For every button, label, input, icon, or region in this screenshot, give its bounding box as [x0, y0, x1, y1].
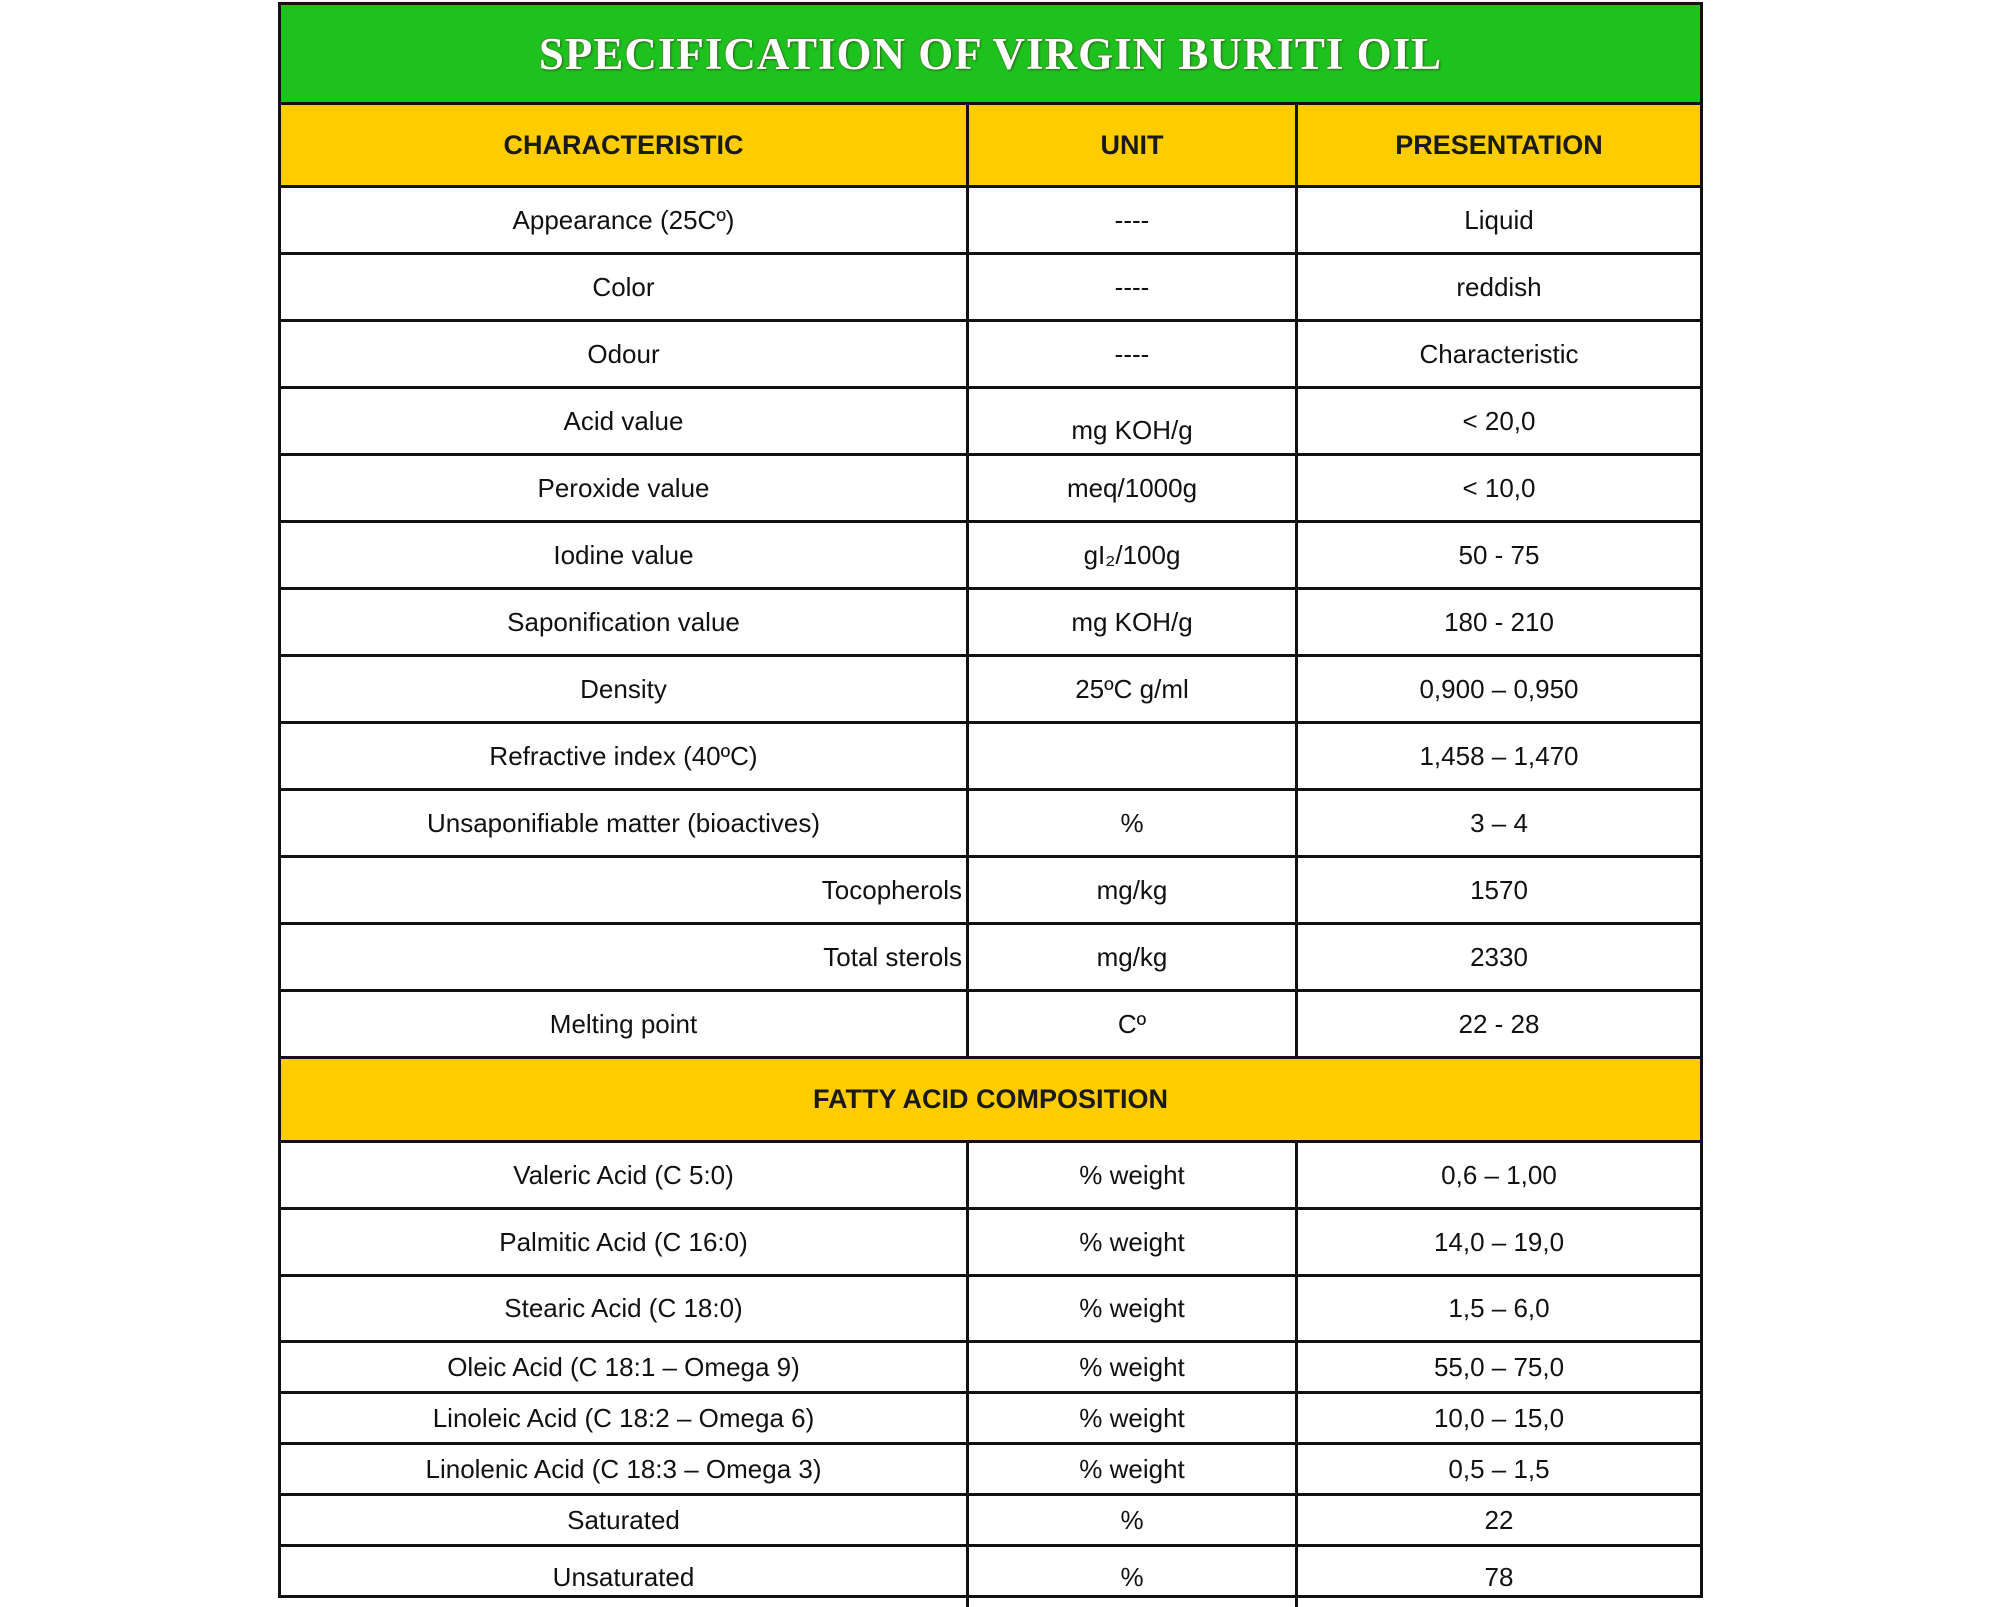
unit-cell: % weight: [969, 1445, 1298, 1493]
presentation-cell: Characteristic: [1419, 338, 1579, 369]
header-presentation: PRESENTATION: [1395, 129, 1603, 160]
spec-row: [281, 724, 1700, 791]
presentation-cell: 1,5 – 6,0: [1448, 1293, 1550, 1323]
presentation-cell: < 10,0: [1462, 472, 1536, 503]
unit-cell: % weight: [969, 1343, 1298, 1391]
unit-cell: meq/1000g: [969, 456, 1298, 520]
spec-row: [281, 992, 1700, 1059]
header-unit: UNIT: [969, 105, 1298, 185]
characteristic-cell: Appearance (25Cº): [281, 188, 969, 252]
unit-cell: % weight: [969, 1143, 1298, 1207]
column-header-row: [281, 105, 1700, 188]
characteristic-cell: Palmitic Acid (C 16:0): [281, 1210, 969, 1274]
presentation-cell: 0,5 – 1,5: [1448, 1453, 1550, 1484]
fatty-acid-row: [281, 1210, 1700, 1277]
presentation-cell: 22 - 28: [1458, 1008, 1540, 1039]
presentation-cell: 10,0 – 15,0: [1433, 1402, 1565, 1433]
characteristic-cell: Stearic Acid (C 18:0): [281, 1277, 969, 1340]
presentation-cell: 3 – 4: [1470, 807, 1528, 838]
spec-row: [281, 188, 1700, 255]
fatty-acid-row: [281, 1394, 1700, 1445]
title-banner: [281, 5, 1700, 105]
unit-cell: % weight: [969, 1210, 1298, 1274]
unit-cell: mg KOH/g: [969, 590, 1298, 654]
unit-cell: %: [969, 791, 1298, 855]
presentation-cell: 0,900 – 0,950: [1419, 673, 1579, 704]
presentation-cell: 50 - 75: [1458, 539, 1540, 570]
characteristic-cell: Density: [281, 657, 969, 721]
spec-row: [281, 456, 1700, 523]
presentation-cell: 22: [1484, 1504, 1514, 1535]
presentation-cell: 55,0 – 75,0: [1433, 1351, 1565, 1382]
unit-cell: ----: [969, 322, 1298, 386]
characteristic-cell: Peroxide value: [281, 456, 969, 520]
unit-cell: mg/kg: [969, 925, 1298, 989]
unit-cell: %: [969, 1496, 1298, 1544]
presentation-cell: 1570: [1470, 874, 1528, 905]
unit-cell: mg/kg: [969, 858, 1298, 922]
characteristic-cell: Iodine value: [281, 523, 969, 587]
characteristic-cell: Linoleic Acid (C 18:2 – Omega 6): [281, 1394, 969, 1442]
presentation-cell: Liquid: [1464, 204, 1534, 235]
spec-row: [281, 389, 1700, 456]
characteristic-cell: Unsaponifiable matter (bioactives): [281, 791, 969, 855]
spec-row: [281, 657, 1700, 724]
fatty-acid-row: [281, 1143, 1700, 1210]
unit-cell: gI₂/100g: [969, 523, 1298, 587]
presentation-cell: 14,0 – 19,0: [1433, 1226, 1565, 1257]
characteristic-cell: Total sterols: [281, 925, 969, 989]
fatty-acid-row: [281, 1496, 1700, 1547]
fatty-acid-row: [281, 1445, 1700, 1496]
unit-cell: mg KOH/g: [969, 389, 1298, 453]
characteristic-cell: Saponification value: [281, 590, 969, 654]
unit-cell: [969, 724, 1298, 788]
presentation-cell: 1,458 – 1,470: [1419, 740, 1579, 771]
characteristic-cell: Odour: [281, 322, 969, 386]
presentation-cell: 180 - 210: [1444, 606, 1554, 637]
spec-row: [281, 255, 1700, 322]
spec-row: [281, 322, 1700, 389]
unit-cell: 25ºC g/ml: [969, 657, 1298, 721]
unit-cell: ----: [969, 188, 1298, 252]
fatty-acid-row: [281, 1547, 1700, 1607]
fatty-acid-row: [281, 1277, 1700, 1343]
characteristic-cell: Valeric Acid (C 5:0): [281, 1143, 969, 1207]
header-characteristic: CHARACTERISTIC: [281, 105, 969, 185]
unit-cell: Cº: [969, 992, 1298, 1056]
spec-row: [281, 791, 1700, 858]
fatty-acid-section-header: [281, 1059, 1700, 1143]
fatty-acid-row: [281, 1343, 1700, 1394]
characteristic-cell: Oleic Acid (C 18:1 – Omega 9): [281, 1343, 969, 1391]
presentation-cell: reddish: [1456, 271, 1542, 302]
specification-table: [278, 2, 1703, 1598]
table-title: SPECIFICATION OF VIRGIN BURITI OIL: [538, 28, 1443, 79]
fatty-acid-heading: FATTY ACID COMPOSITION: [812, 1084, 1168, 1114]
spec-row: [281, 858, 1700, 925]
spec-row: [281, 523, 1700, 590]
characteristic-cell: Melting point: [281, 992, 969, 1056]
characteristic-cell: Color: [281, 255, 969, 319]
characteristic-cell: Linolenic Acid (C 18:3 – Omega 3): [281, 1445, 969, 1493]
presentation-cell: < 20,0: [1462, 405, 1536, 436]
characteristic-cell: Saturated: [281, 1496, 969, 1544]
presentation-cell: 2330: [1470, 941, 1528, 972]
spec-row: [281, 925, 1700, 992]
characteristic-cell: Tocopherols: [281, 858, 969, 922]
presentation-cell: 0,6 – 1,00: [1441, 1159, 1557, 1190]
unit-cell: %: [969, 1547, 1298, 1607]
unit-cell: % weight: [969, 1277, 1298, 1340]
characteristic-cell: Acid value: [281, 389, 969, 453]
characteristic-cell: Unsaturated: [281, 1547, 969, 1607]
presentation-cell: 78: [1484, 1561, 1514, 1592]
unit-cell: ----: [969, 255, 1298, 319]
spec-row: [281, 590, 1700, 657]
unit-cell: % weight: [969, 1394, 1298, 1442]
characteristic-cell: Refractive index (40ºC): [281, 724, 969, 788]
